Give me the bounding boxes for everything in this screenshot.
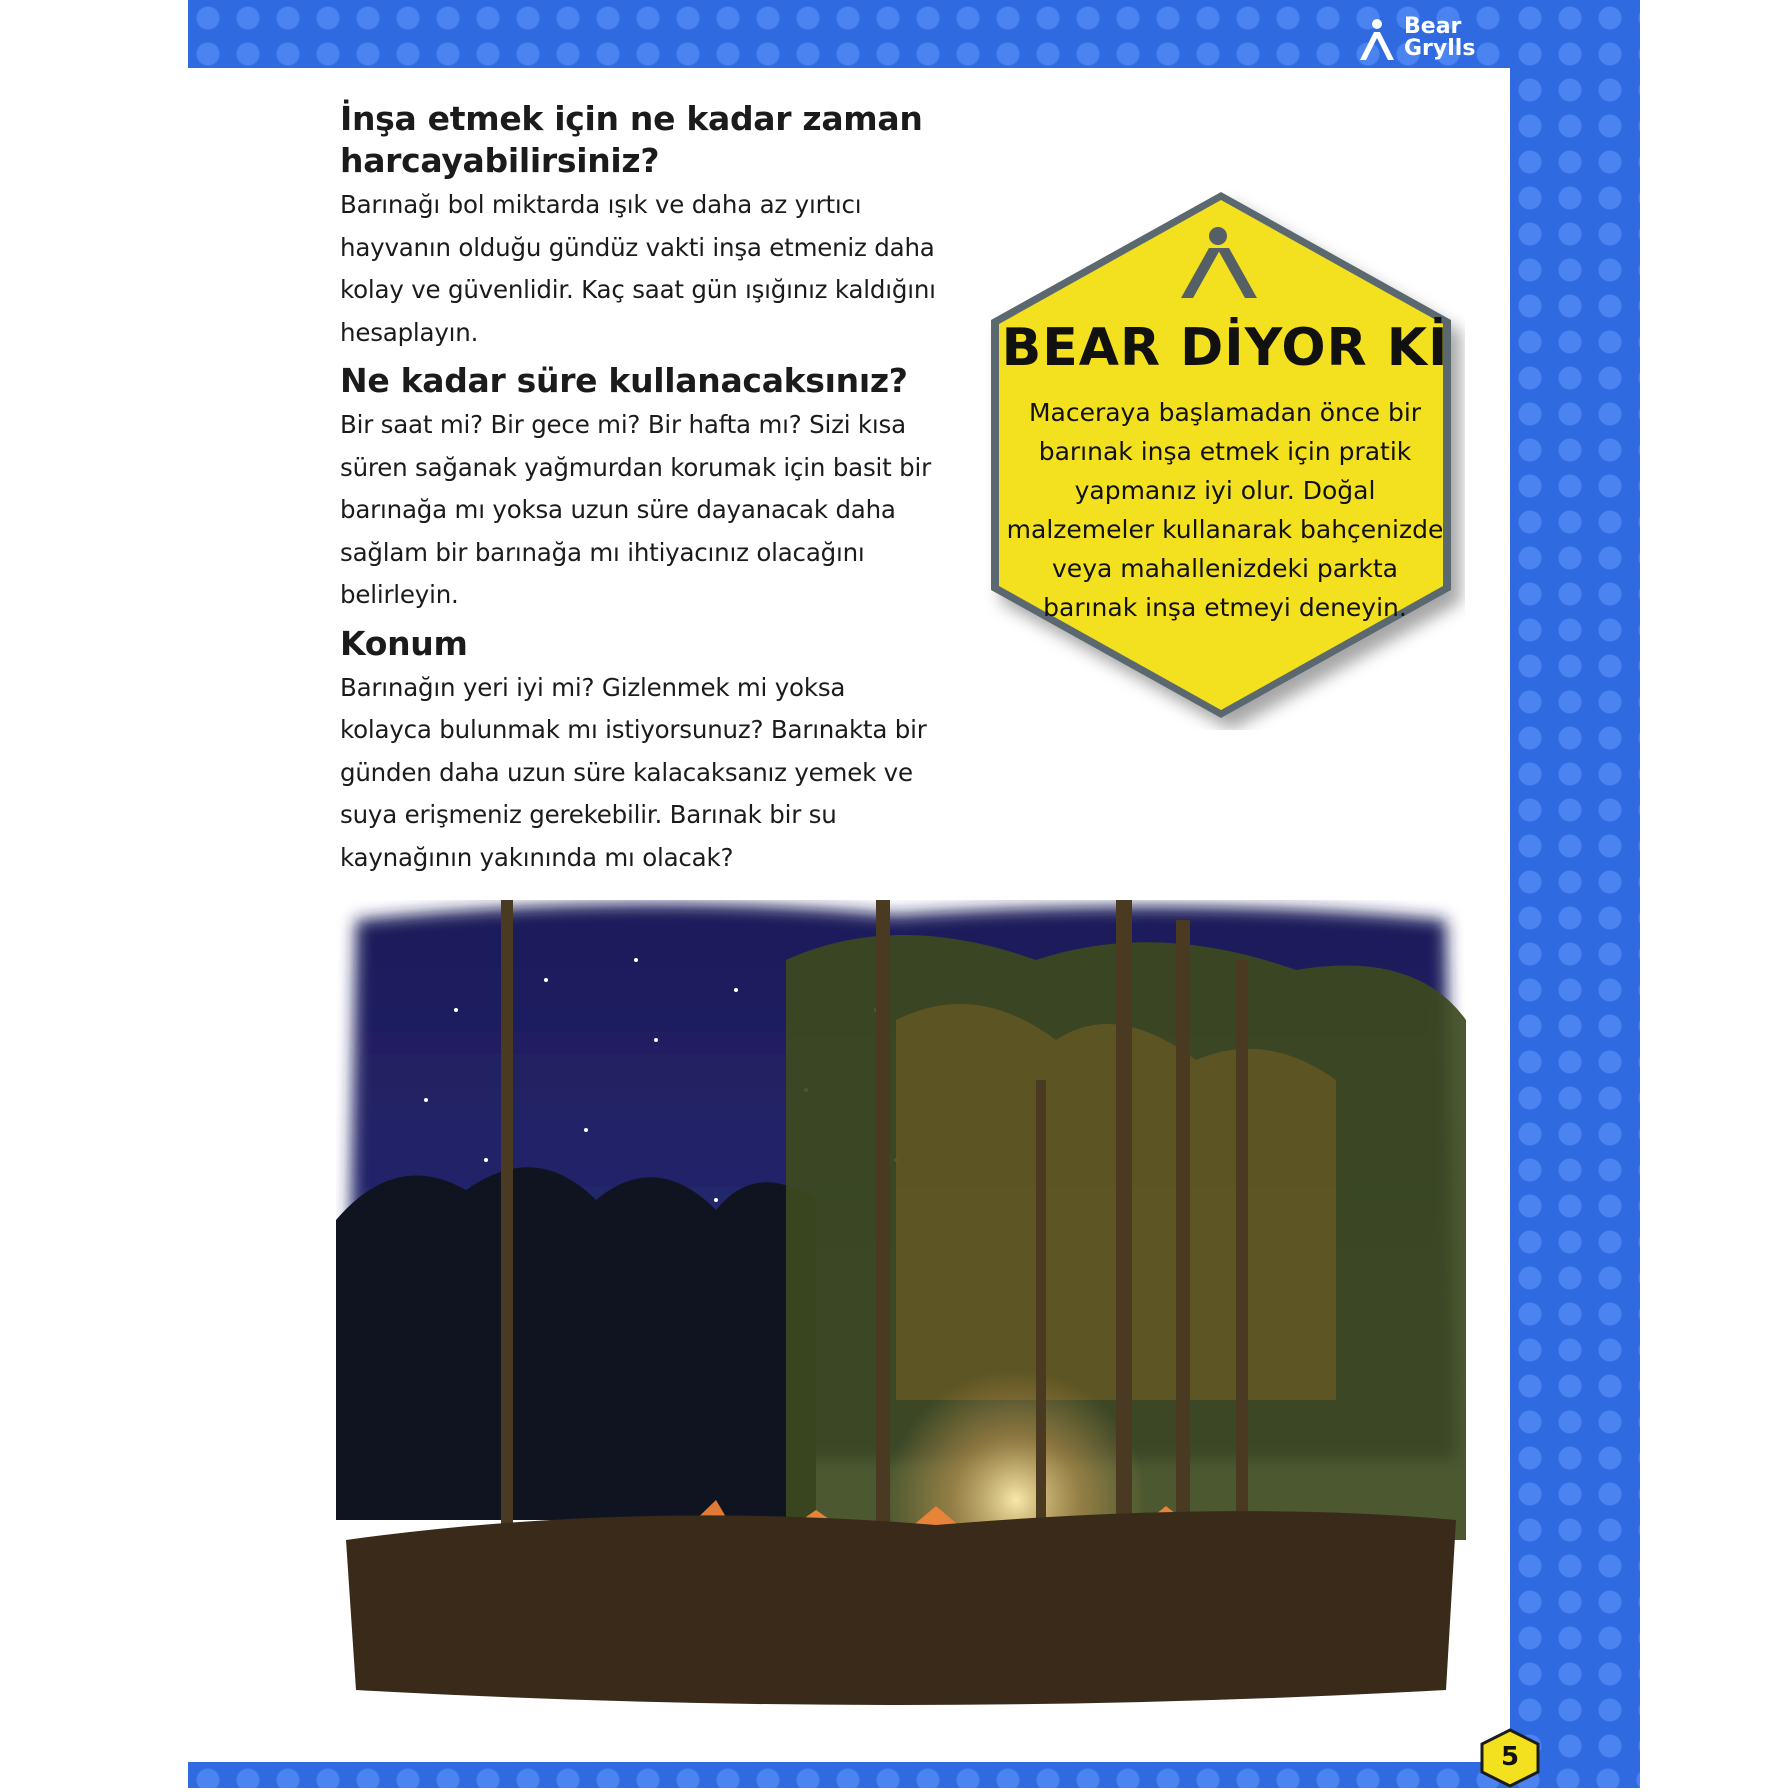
section-body-location: Barınağın yeri iyi mi? Gizlenmek mi yoksa kolayca bulunmak mı istiyorsunuz? Barınakta bir günden daha uzun süre kalacaksanız yemek ve suya erişmeniz gerekebilir. Barınak bir su kaynağının yakınında mı olacak?	[340, 672, 927, 872]
main-text-column	[340, 98, 940, 885]
brand-logo	[1356, 16, 1476, 64]
logo-x-icon	[1356, 18, 1398, 62]
night-forest-camp-illustration	[336, 900, 1466, 1710]
section-heading-duration: Ne kadar süre kullanacaksınız?	[340, 361, 908, 400]
section-body-duration: Bir saat mi? Bir gece mi? Bir hafta mı? Sizi kısa süren sağanak yağmurdan korumak için basit bir barınağa mı yoksa uzun süre dayanacak daha sağlam bir barınağa mı ihtiyacınız olacağını belirleyin.	[340, 410, 931, 609]
page-number: 5	[1500, 1742, 1520, 1772]
section-body-build-time: Barınağı bol miktarda ışık ve daha az yırtıcı hayvanın olduğu gündüz vakti inşa etmeniz daha kolay ve güvenlidir. Kaç saat gün ışığınız kaldığını hesaplayın.	[340, 190, 936, 347]
logo-line-1: Bear	[1404, 14, 1462, 39]
section-heading-build-time: İnşa etmek için ne kadar zaman harcayabilirsiniz?	[340, 99, 923, 180]
tip-text: Maceraya başlamadan önce bir barınak inşa etmek için pratik yapmanız iyi olur. Doğal malzemeler kullanarak bahçenizde veya mahallenizdeki parkta barınak inşa etmeyi deneyin.	[1006, 398, 1444, 622]
bottom-decorative-band	[188, 1762, 1640, 1788]
section-heading-location: Konum	[340, 623, 468, 663]
right-decorative-band	[1510, 0, 1640, 1788]
tip-title: BEAR DİYOR Kİ	[1001, 318, 1449, 378]
bear-says-tip-box	[985, 190, 1455, 720]
logo-line-2: Grylls	[1404, 36, 1476, 61]
page-number-badge	[1478, 1728, 1542, 1788]
